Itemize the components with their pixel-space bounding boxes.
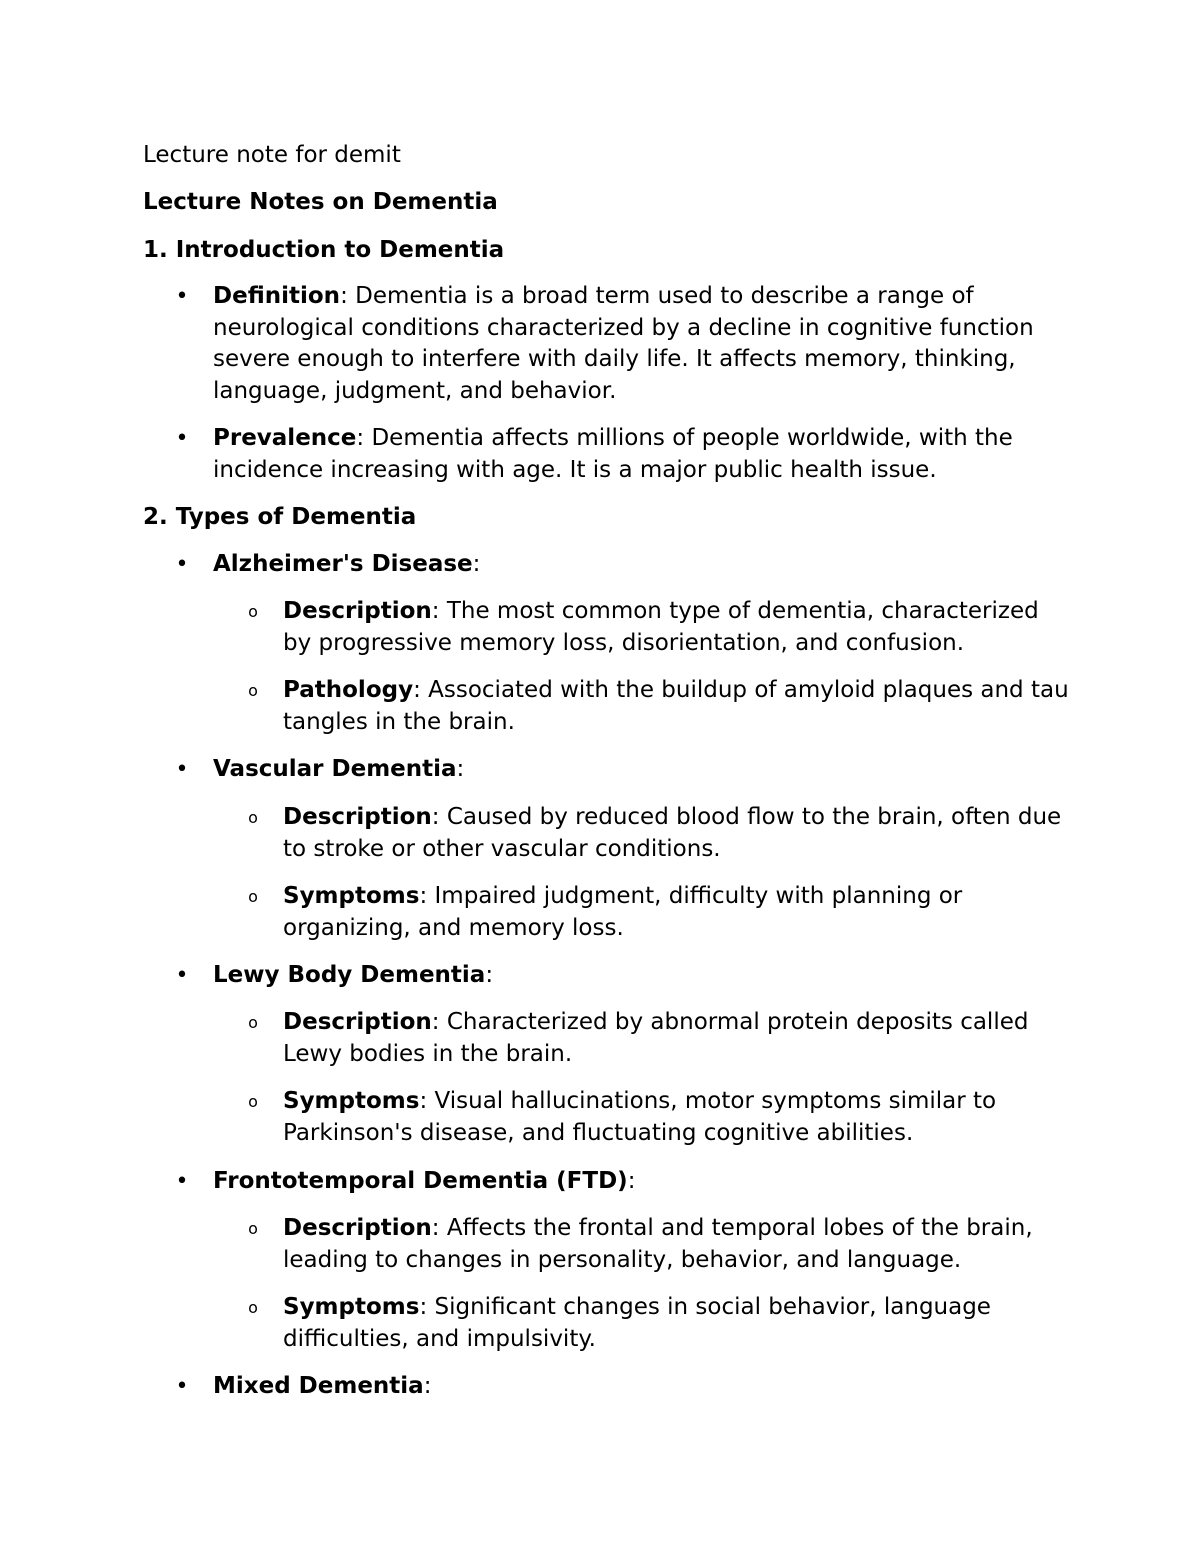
- item-separator: :: [419, 1294, 428, 1320]
- item-text: Caused by reduced blood flow to the brain, often due to stroke or other vascular conditions.: [283, 804, 1062, 862]
- item-term: Description: [283, 1215, 432, 1241]
- list-item-mixed: [213, 1371, 1073, 1403]
- sub-item-lewy-description: [283, 1007, 1073, 1070]
- item-text: Impaired judgment, difficulty with planning or organizing, and memory loss.: [283, 883, 963, 941]
- item-term: Mixed Dementia: [213, 1373, 424, 1399]
- item-separator: :: [431, 598, 440, 624]
- bullet-icon: •: [175, 757, 189, 782]
- bullet-icon: •: [175, 426, 189, 451]
- item-separator: :: [419, 883, 428, 909]
- item-term: Definition: [213, 283, 341, 309]
- item-separator: :: [472, 551, 481, 577]
- item-text: Dementia affects millions of people worldwide, with the incidence increasing with age. It is a major public health issue.: [213, 425, 1013, 483]
- item-text: Associated with the buildup of amyloid plaques and tau tangles in the brain.: [283, 677, 1069, 735]
- item-text: Dementia is a broad term used to describe a range of neurological conditions characterized by a decline in cognitive function severe enough to interfere with daily life. It affects memory, thinking, language, judgment, and behavior.: [213, 283, 1034, 404]
- item-term: Symptoms: [283, 1088, 420, 1114]
- bullet-icon: •: [175, 1374, 189, 1399]
- bullet-icon: •: [175, 1169, 189, 1194]
- list-item-definition: [213, 281, 1073, 407]
- item-separator: :: [456, 756, 465, 782]
- item-text: Affects the frontal and temporal lobes of the brain, leading to changes in personality, behavior, and language.: [283, 1215, 1033, 1273]
- item-term: Description: [283, 804, 432, 830]
- item-separator: :: [413, 677, 421, 703]
- sub-item-vascular-description: [283, 802, 1073, 865]
- item-term: Vascular Dementia: [213, 756, 457, 782]
- item-separator: :: [485, 962, 494, 988]
- item-term: Alzheimer's Disease: [213, 551, 473, 577]
- item-separator: :: [431, 804, 440, 830]
- sub-bullet-icon: o: [248, 887, 258, 906]
- sub-bullet-icon: o: [248, 1013, 258, 1032]
- sub-bullet-icon: o: [248, 1298, 258, 1317]
- list-item-lewy-body: [213, 960, 1073, 992]
- item-term: Frontotemporal Dementia (FTD): [213, 1168, 628, 1194]
- document-title: Lecture Notes on Dementia: [143, 189, 498, 215]
- sub-item-alzheimers-pathology: [283, 675, 1073, 738]
- item-separator: :: [419, 1088, 428, 1114]
- item-text: Visual hallucinations, motor symptoms similar to Parkinson's disease, and fluctuating cognitive abilities.: [283, 1088, 997, 1146]
- item-term: Symptoms: [283, 1294, 420, 1320]
- list-item-alzheimers: [213, 549, 1073, 581]
- item-term: Symptoms: [283, 883, 420, 909]
- bullet-icon: •: [175, 284, 189, 309]
- item-term: Description: [283, 1009, 432, 1035]
- item-separator: :: [356, 425, 365, 451]
- item-text: Characterized by abnormal protein deposits called Lewy bodies in the brain.: [283, 1009, 1029, 1067]
- item-term: Prevalence: [213, 425, 357, 451]
- bullet-icon: •: [175, 963, 189, 988]
- item-separator: :: [340, 283, 348, 309]
- item-text: The most common type of dementia, characterized by progressive memory loss, disorientation, and confusion.: [283, 598, 1039, 656]
- list-item-vascular: [213, 754, 1073, 786]
- item-term: Description: [283, 598, 432, 624]
- top-line: Lecture note for demit: [143, 142, 401, 168]
- list-item-ftd: [213, 1166, 1073, 1198]
- section-heading-types: 2. Types of Dementia: [143, 504, 417, 530]
- sub-item-alzheimers-description: [283, 596, 1073, 659]
- sub-item-ftd-description: [283, 1213, 1073, 1276]
- sub-bullet-icon: o: [248, 1092, 258, 1111]
- section-heading-introduction: 1. Introduction to Dementia: [143, 237, 505, 263]
- list-item-prevalence: [213, 423, 1073, 486]
- sub-bullet-icon: o: [248, 602, 258, 621]
- item-term: Lewy Body Dementia: [213, 962, 486, 988]
- sub-item-ftd-symptoms: [283, 1292, 1073, 1355]
- sub-item-vascular-symptoms: [283, 881, 1073, 944]
- item-text: Significant changes in social behavior, language difficulties, and impulsivity.: [283, 1294, 991, 1352]
- item-separator: :: [627, 1168, 636, 1194]
- sub-item-lewy-symptoms: [283, 1086, 1073, 1149]
- item-separator: :: [431, 1009, 440, 1035]
- sub-bullet-icon: o: [248, 1219, 258, 1238]
- item-separator: :: [431, 1215, 440, 1241]
- bullet-icon: •: [175, 552, 189, 577]
- item-separator: :: [423, 1373, 432, 1399]
- sub-bullet-icon: o: [248, 681, 258, 700]
- item-term: Pathology: [283, 677, 414, 703]
- sub-bullet-icon: o: [248, 808, 258, 827]
